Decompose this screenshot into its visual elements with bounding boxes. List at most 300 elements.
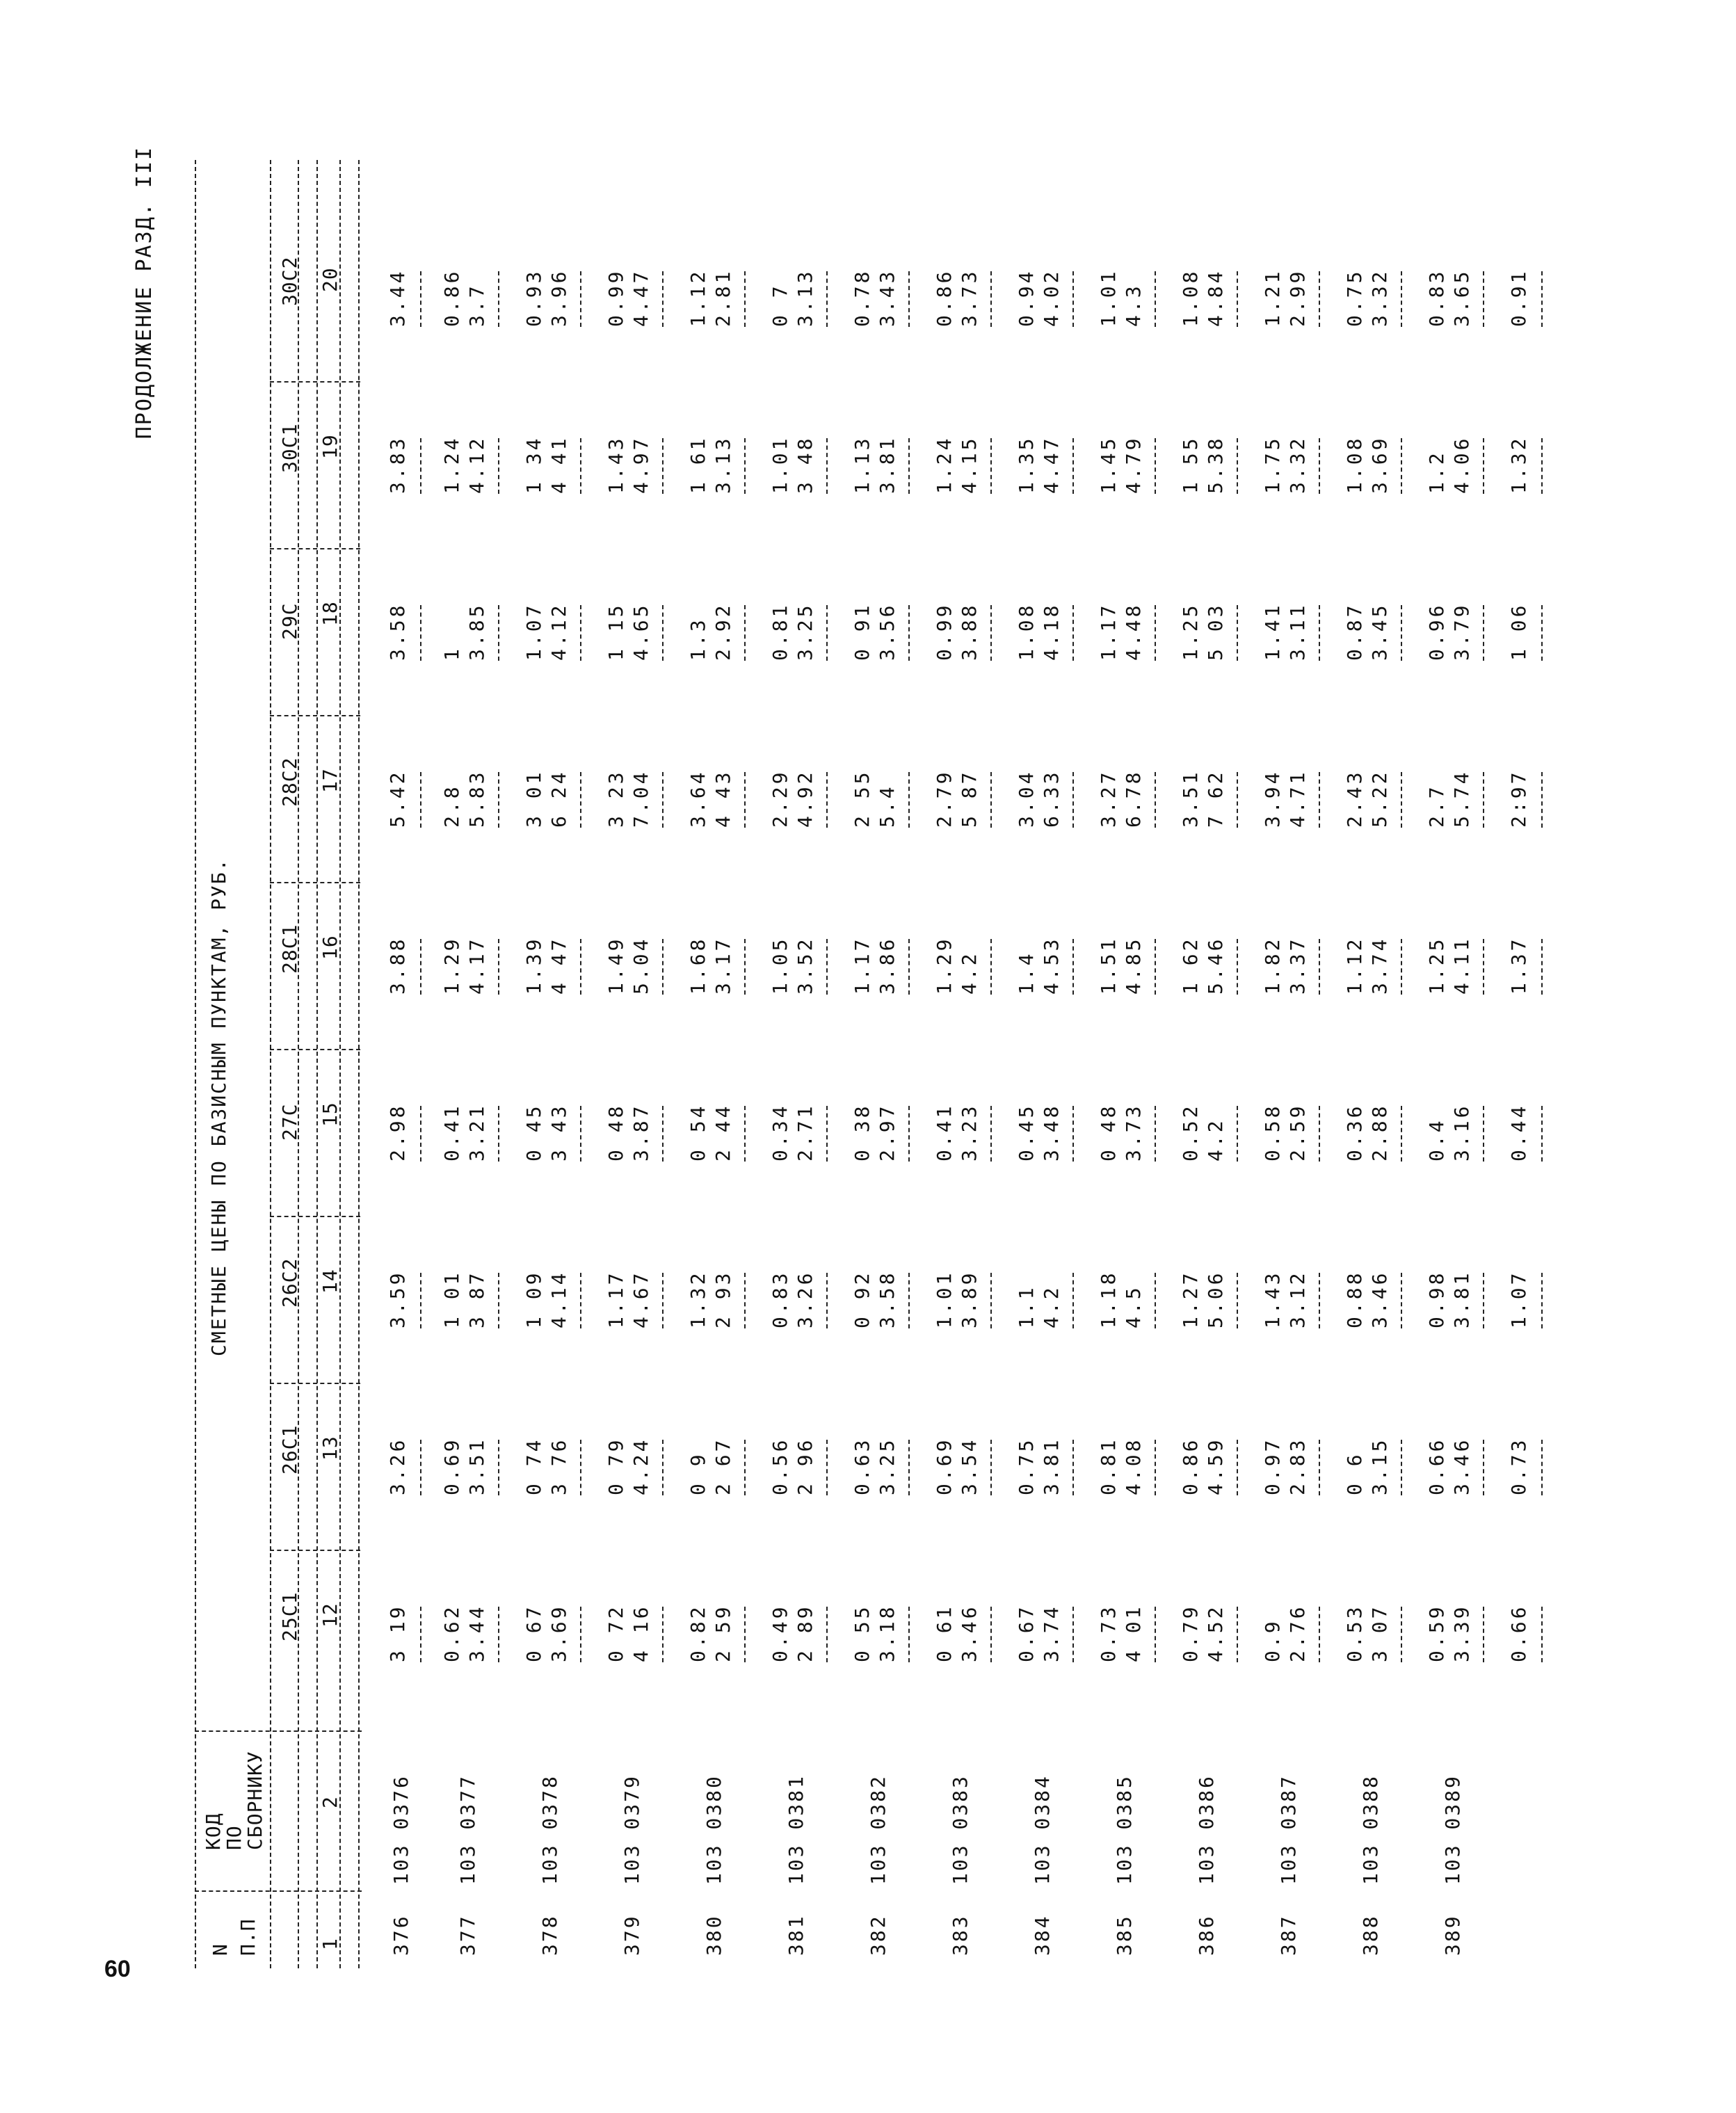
price-cell-bottom: 3.89 <box>958 1270 981 1328</box>
cell-divider <box>420 939 421 995</box>
cell-divider <box>1541 939 1543 995</box>
cell-divider <box>1541 1607 1543 1662</box>
price-cell-bottom: 4.59 <box>1204 1437 1227 1495</box>
price-cell-top: 1 34 <box>522 435 545 494</box>
index-number: 17 <box>319 768 341 793</box>
price-cell-bottom: 3.81 <box>876 435 899 494</box>
cell-divider <box>744 1273 746 1328</box>
price-cell-bottom: 3 87 <box>465 1270 488 1328</box>
price-cell-top: 1.01 <box>769 435 791 494</box>
cell-divider <box>908 1273 910 1328</box>
price-cell-top: 1.32 <box>1507 435 1530 494</box>
row-number: 386 <box>1195 1914 1218 1956</box>
price-cell-bottom: 4 16 <box>629 1604 652 1662</box>
cell-divider <box>1237 271 1238 327</box>
price-cell-bottom: 3.73 <box>1122 1103 1145 1162</box>
row-code: 103 0389 <box>1441 1774 1464 1885</box>
price-cell-top: 3.58 <box>386 602 409 661</box>
price-cell-bottom: 4.97 <box>629 435 652 494</box>
index-number: 2 <box>319 1796 341 1808</box>
price-cell-top: 1.32 <box>686 1270 709 1328</box>
price-cell-bottom: 3.15 <box>1368 1437 1391 1495</box>
price-cell-bottom: 4.2 <box>1040 1285 1063 1328</box>
price-cell-bottom: 2.88 <box>1368 1103 1391 1162</box>
price-cell-top: 0 48 <box>1097 1103 1120 1162</box>
cell-divider <box>420 1273 421 1328</box>
price-cell-bottom: 4.85 <box>1122 936 1145 995</box>
price-cell-bottom: 2.92 <box>712 602 734 661</box>
price-cell-top: 1.12 <box>686 268 709 327</box>
cell-divider <box>420 1440 421 1495</box>
price-cell-top: 1.2 <box>1425 450 1448 494</box>
price-cell-top: 0.75 <box>1343 268 1366 327</box>
cell-divider <box>1401 1273 1402 1328</box>
price-cell-bottom: 5 87 <box>958 769 981 828</box>
price-cell-top: 0.86 <box>1179 1437 1202 1495</box>
price-cell-top: 0.99 <box>933 602 956 661</box>
cell-divider <box>1483 271 1484 327</box>
price-cell-bottom: 4.53 <box>1040 936 1063 995</box>
cell-divider <box>1237 1607 1238 1662</box>
cell-divider <box>662 772 664 828</box>
cell-divider <box>1072 605 1074 661</box>
cell-divider <box>826 1273 828 1328</box>
price-cell-bottom: 3.32 <box>1368 268 1391 327</box>
cell-divider <box>1541 1273 1543 1328</box>
cell-divider <box>1072 271 1074 327</box>
price-cell-bottom: 3.86 <box>876 936 899 995</box>
cell-divider <box>826 605 828 661</box>
price-cell-top: 0 91 <box>851 602 874 661</box>
price-cell-top: 0 67 <box>522 1604 545 1662</box>
cell-divider <box>1483 939 1484 995</box>
price-cell-bottom: 4.06 <box>1450 435 1473 494</box>
price-cell-top: 0.81 <box>769 602 791 661</box>
cell-divider <box>1319 1607 1320 1662</box>
price-cell-top: 0.9 <box>1261 1618 1284 1662</box>
index-number: 15 <box>319 1102 341 1127</box>
price-cell-top: 0 72 <box>604 1604 627 1662</box>
price-cell-top: 3.51 <box>1179 769 1202 828</box>
index-number: 13 <box>319 1436 341 1461</box>
rotated-table <box>132 146 1662 1968</box>
cell-divider <box>1541 1440 1543 1495</box>
cell-divider <box>420 1607 421 1662</box>
cell-divider <box>1401 1607 1402 1662</box>
price-cell-bottom: 4.17 <box>465 936 488 995</box>
rule-line <box>339 160 341 1968</box>
price-cell-bottom: 3.12 <box>1286 1270 1309 1328</box>
price-cell-top: 3 19 <box>386 1604 409 1662</box>
price-cell-top: 0.66 <box>1425 1437 1448 1495</box>
cell-divider <box>420 772 421 828</box>
price-cell-top: 0.93 <box>522 268 545 327</box>
row-number: 383 <box>949 1914 972 1956</box>
cell-divider <box>1237 772 1238 828</box>
price-cell-bottom: 2.59 <box>1286 1103 1309 1162</box>
price-cell-top: 1.4 <box>1015 951 1038 995</box>
price-cell-bottom: 3.73 <box>958 268 981 327</box>
price-cell-top: 1.1 <box>1015 1285 1038 1328</box>
price-cell-bottom: 3.46 <box>1368 1270 1391 1328</box>
price-cell-bottom: 4.47 <box>629 268 652 327</box>
price-cell-top: 1.68 <box>686 936 709 995</box>
price-cell-top: 0.36 <box>1343 1103 1366 1162</box>
price-cell-bottom: 4.18 <box>1040 602 1063 661</box>
cell-divider <box>826 438 828 494</box>
index-number: 16 <box>319 935 341 960</box>
cell-divider <box>826 1106 828 1162</box>
cell-divider <box>1541 772 1543 828</box>
column-rule <box>195 1890 362 1892</box>
cell-divider <box>1319 1106 1320 1162</box>
cell-divider <box>580 1440 581 1495</box>
price-cell-top: 0.4 <box>1425 1118 1448 1162</box>
price-cell-top: 0.82 <box>686 1604 709 1662</box>
price-cell-top: 1 09 <box>522 1270 545 1328</box>
header-num-line1: N <box>209 1943 232 1956</box>
header-code-line1: КОД <box>202 1813 225 1850</box>
price-cell-bottom: 4.2 <box>1204 1118 1227 1162</box>
price-cell-bottom: 5.46 <box>1204 936 1227 995</box>
cell-divider <box>908 772 910 828</box>
cell-divider <box>420 438 421 494</box>
price-cell-top: 0.81 <box>1097 1437 1120 1495</box>
price-cell-bottom: 3.81 <box>1040 1437 1063 1495</box>
price-cell-bottom: 4 41 <box>547 435 570 494</box>
price-cell-bottom: 3.79 <box>1450 602 1473 661</box>
price-cell-bottom: 3.16 <box>1450 1103 1473 1162</box>
row-code: 103 0384 <box>1031 1774 1054 1885</box>
price-cell-bottom: 4.11 <box>1450 936 1473 995</box>
cell-divider <box>908 1607 910 1662</box>
cell-divider <box>662 1440 664 1495</box>
price-cell-bottom: 4.71 <box>1286 769 1309 828</box>
price-cell-bottom: 3.56 <box>876 602 899 661</box>
index-number: 18 <box>319 601 341 626</box>
price-cell-top: 3.04 <box>1015 769 1038 828</box>
price-cell-top: 0.41 <box>933 1103 956 1162</box>
rule-line <box>270 160 271 1968</box>
cell-divider <box>580 1273 581 1328</box>
cell-divider <box>662 1273 664 1328</box>
price-cell-bottom: 3 07 <box>1368 1604 1391 1662</box>
row-code: 103 0377 <box>456 1774 479 1885</box>
cell-divider <box>1401 1106 1402 1162</box>
cell-divider <box>1155 1607 1156 1662</box>
price-cell-bottom: 7 62 <box>1204 769 1227 828</box>
price-cell-top: 0 9 <box>686 1452 709 1495</box>
price-cell-bottom: 6.33 <box>1040 769 1063 828</box>
price-cell-bottom: 2 96 <box>794 1437 817 1495</box>
price-cell-bottom: 3.44 <box>465 1604 488 1662</box>
cell-divider <box>826 271 828 327</box>
price-cell-top: 0.75 <box>1015 1437 1038 1495</box>
cell-divider <box>1319 772 1320 828</box>
cell-divider <box>1072 1106 1074 1162</box>
price-cell-top: 1.07 <box>1507 1270 1530 1328</box>
cell-divider <box>744 1607 746 1662</box>
cell-divider <box>908 438 910 494</box>
price-cell-bottom: 4.65 <box>629 602 652 661</box>
region-header: 28С2 <box>278 757 301 807</box>
cell-divider <box>1319 1440 1320 1495</box>
cell-divider <box>1483 772 1484 828</box>
cell-divider <box>990 438 992 494</box>
cell-divider <box>580 1106 581 1162</box>
price-cell-top: 0.78 <box>851 268 874 327</box>
price-cell-bottom: 4.79 <box>1122 435 1145 494</box>
cell-divider <box>744 605 746 661</box>
cell-divider <box>1483 438 1484 494</box>
column-rule <box>270 882 360 883</box>
price-cell-bottom: 4.84 <box>1204 268 1227 327</box>
price-cell-top: 1.43 <box>1261 1270 1284 1328</box>
header-code-line3: СБОРНИКУ <box>243 1751 266 1850</box>
price-cell-bottom: 3.81 <box>1450 1270 1473 1328</box>
price-cell-top: 0.73 <box>1507 1437 1530 1495</box>
price-cell-top: 0 38 <box>851 1103 874 1162</box>
price-cell-top: 0.49 <box>769 1604 791 1662</box>
row-code: 103 0388 <box>1359 1774 1382 1885</box>
price-cell-top: 0.69 <box>933 1437 956 1495</box>
price-cell-top: 1.75 <box>1261 435 1284 494</box>
price-cell-top: 1.27 <box>1179 1270 1202 1328</box>
price-cell-top: 2:97 <box>1507 769 1530 828</box>
price-cell-bottom: 4.3 <box>1122 283 1145 327</box>
price-cell-bottom: 4 01 <box>1122 1604 1145 1662</box>
price-cell-bottom: 2 67 <box>712 1437 734 1495</box>
price-cell-bottom: 5.4 <box>876 784 899 828</box>
price-cell-bottom: 4.12 <box>547 602 570 661</box>
price-cell-top: 1.08 <box>1179 268 1202 327</box>
cell-divider <box>498 939 499 995</box>
price-cell-top: 3 01 <box>522 769 545 828</box>
cell-divider <box>580 605 581 661</box>
cell-divider <box>908 1106 910 1162</box>
price-cell-top: 2.79 <box>933 769 956 828</box>
cell-divider <box>662 271 664 327</box>
price-cell-bottom: 3.48 <box>1040 1103 1063 1162</box>
row-number: 384 <box>1031 1914 1054 1956</box>
row-code: 103 0387 <box>1277 1774 1300 1885</box>
price-cell-bottom: 3.58 <box>876 1270 899 1328</box>
cell-divider <box>1237 1440 1238 1495</box>
price-cell-top: 0.94 <box>1015 268 1038 327</box>
cell-divider <box>744 438 746 494</box>
cell-divider <box>1155 1106 1156 1162</box>
price-cell-bottom: 3.25 <box>794 602 817 661</box>
price-cell-bottom: 4.5 <box>1122 1285 1145 1328</box>
price-cell-bottom: 4.48 <box>1122 602 1145 661</box>
cell-divider <box>1237 605 1238 661</box>
price-cell-top: 1.29 <box>440 936 463 995</box>
price-cell-top: 0 55 <box>851 1604 874 1662</box>
price-cell-top: 1.3 <box>686 617 709 661</box>
price-cell-top: 0.56 <box>769 1437 791 1495</box>
cell-divider <box>744 772 746 828</box>
cell-divider <box>1319 438 1320 494</box>
row-number: 388 <box>1359 1914 1382 1956</box>
cell-divider <box>744 1106 746 1162</box>
cell-divider <box>744 939 746 995</box>
price-cell-top: 1.37 <box>1507 936 1530 995</box>
price-cell-top: 0 7 <box>769 283 791 327</box>
price-cell-top: 1.25 <box>1425 936 1448 995</box>
price-cell-top: 0.53 <box>1343 1604 1366 1662</box>
cell-divider <box>908 605 910 661</box>
price-cell-top: 1.35 <box>1015 435 1038 494</box>
price-cell-top: 0.63 <box>851 1437 874 1495</box>
price-cell-top: 1 61 <box>686 435 709 494</box>
price-cell-top: 0.98 <box>1425 1270 1448 1328</box>
cell-divider <box>1072 1607 1074 1662</box>
price-cell-top: 0.45 <box>1015 1103 1038 1162</box>
price-cell-top: 0.59 <box>1425 1604 1448 1662</box>
cell-divider <box>498 271 499 327</box>
cell-divider <box>1541 438 1543 494</box>
cell-divider <box>580 1607 581 1662</box>
cell-divider <box>990 605 992 661</box>
region-header: 30С2 <box>278 256 301 306</box>
cell-divider <box>908 1440 910 1495</box>
region-header: 26С1 <box>278 1424 301 1475</box>
cell-divider <box>580 271 581 327</box>
rule-line <box>195 160 196 1968</box>
price-cell-top: 3 23 <box>604 769 627 828</box>
row-number: 382 <box>867 1914 890 1956</box>
column-rule <box>270 548 360 549</box>
cell-divider <box>498 1273 499 1328</box>
cell-divider <box>990 772 992 828</box>
price-cell-top: 1.82 <box>1261 936 1284 995</box>
price-cell-bottom: 3.17 <box>712 936 734 995</box>
cell-divider <box>990 1106 992 1162</box>
price-cell-bottom: 5.06 <box>1204 1270 1227 1328</box>
cell-divider <box>1237 438 1238 494</box>
column-rule <box>270 1216 360 1217</box>
column-rule <box>270 1550 360 1551</box>
price-cell-top: 0.62 <box>440 1604 463 1662</box>
cell-divider <box>662 1607 664 1662</box>
price-cell-top: 0.97 <box>1261 1437 1284 1495</box>
cell-divider <box>1401 1440 1402 1495</box>
price-cell-bottom: 4.08 <box>1122 1437 1145 1495</box>
cell-divider <box>1319 939 1320 995</box>
price-cell-bottom: 2 59 <box>712 1604 734 1662</box>
price-cell-top: 0.86 <box>933 268 956 327</box>
price-cell-top: 1.21 <box>1261 268 1284 327</box>
price-cell-top: 0.34 <box>769 1103 791 1162</box>
cell-divider <box>1237 1106 1238 1162</box>
price-cell-bottom: 3.45 <box>1368 602 1391 661</box>
cell-divider <box>990 939 992 995</box>
price-cell-bottom: 3.43 <box>876 268 899 327</box>
price-cell-bottom: 3.87 <box>629 1103 652 1162</box>
price-cell-bottom: 2 89 <box>794 1604 817 1662</box>
price-cell-bottom: 4.2 <box>958 951 981 995</box>
price-cell-top: 1.51 <box>1097 936 1120 995</box>
cell-divider <box>498 1607 499 1662</box>
price-cell-bottom: 2.83 <box>1286 1437 1309 1495</box>
price-cell-top: 1.29 <box>933 936 956 995</box>
cell-divider <box>826 939 828 995</box>
price-cell-top: 1.24 <box>440 435 463 494</box>
header-main-title: СМЕТНЫЕ ЦЕНЫ ПО БАЗИСНЫМ ПУНКТАМ, РУБ. <box>207 858 230 1356</box>
cell-divider <box>1483 1273 1484 1328</box>
price-cell-bottom: 5.04 <box>629 936 652 995</box>
price-cell-bottom: 4.12 <box>465 435 488 494</box>
cell-divider <box>990 1607 992 1662</box>
rule-line <box>358 160 360 1968</box>
cell-divider <box>1541 271 1543 327</box>
price-cell-bottom: 4.14 <box>547 1270 570 1328</box>
cell-divider <box>420 1106 421 1162</box>
price-cell-bottom: 3.13 <box>794 268 817 327</box>
row-number: 385 <box>1113 1914 1136 1956</box>
price-cell-bottom: 2 44 <box>712 1103 734 1162</box>
price-cell-bottom: 4 43 <box>712 769 734 828</box>
cell-divider <box>1155 1273 1156 1328</box>
price-cell-bottom: 2.97 <box>876 1103 899 1162</box>
price-cell-top: 1.45 <box>1097 435 1120 494</box>
price-cell-top: 1 01 <box>440 1270 463 1328</box>
price-cell-top: 3.26 <box>386 1437 409 1495</box>
cell-divider <box>580 438 581 494</box>
cell-divider <box>1401 438 1402 494</box>
cell-divider <box>990 1273 992 1328</box>
row-code: 103 0376 <box>389 1774 412 1885</box>
cell-divider <box>498 772 499 828</box>
cell-divider <box>1237 939 1238 995</box>
price-cell-bottom: 3.85 <box>465 602 488 661</box>
price-cell-top: 0 45 <box>522 1103 545 1162</box>
cell-divider <box>1155 605 1156 661</box>
row-number: 376 <box>389 1914 412 1956</box>
price-cell-bottom: 3.26 <box>794 1270 817 1328</box>
cell-divider <box>1155 1440 1156 1495</box>
cell-divider <box>744 1440 746 1495</box>
price-cell-bottom: 2 93 <box>712 1270 734 1328</box>
price-cell-top: 3.27 <box>1097 769 1120 828</box>
cell-divider <box>420 605 421 661</box>
index-number: 1 <box>319 1938 341 1950</box>
header-code-line2: ПО <box>223 1825 246 1850</box>
price-cell-top: 0.83 <box>1425 268 1448 327</box>
price-cell-top: 3.64 <box>686 769 709 828</box>
price-cell-top: 1.08 <box>1015 602 1038 661</box>
cell-divider <box>1401 271 1402 327</box>
price-cell-top: 1 62 <box>1179 936 1202 995</box>
row-code: 103 0382 <box>867 1774 890 1885</box>
cell-divider <box>826 772 828 828</box>
price-cell-top: 0.99 <box>604 268 627 327</box>
cell-divider <box>990 1440 992 1495</box>
price-cell-top: 2 55 <box>851 769 874 828</box>
row-number: 379 <box>620 1914 643 1956</box>
price-cell-bottom: 3 43 <box>547 1103 570 1162</box>
index-number: 14 <box>319 1269 341 1294</box>
price-cell-bottom: 3.21 <box>465 1103 488 1162</box>
price-cell-top: 1.17 <box>604 1270 627 1328</box>
price-cell-top: 0.87 <box>1343 602 1366 661</box>
cell-divider <box>990 271 992 327</box>
header-num-line2: П.П <box>236 1918 259 1956</box>
price-cell-bottom: 3.39 <box>1450 1604 1473 1662</box>
price-cell-top: 0 79 <box>604 1437 627 1495</box>
cell-divider <box>1072 1440 1074 1495</box>
price-cell-top: 0 6 <box>1343 1452 1366 1495</box>
